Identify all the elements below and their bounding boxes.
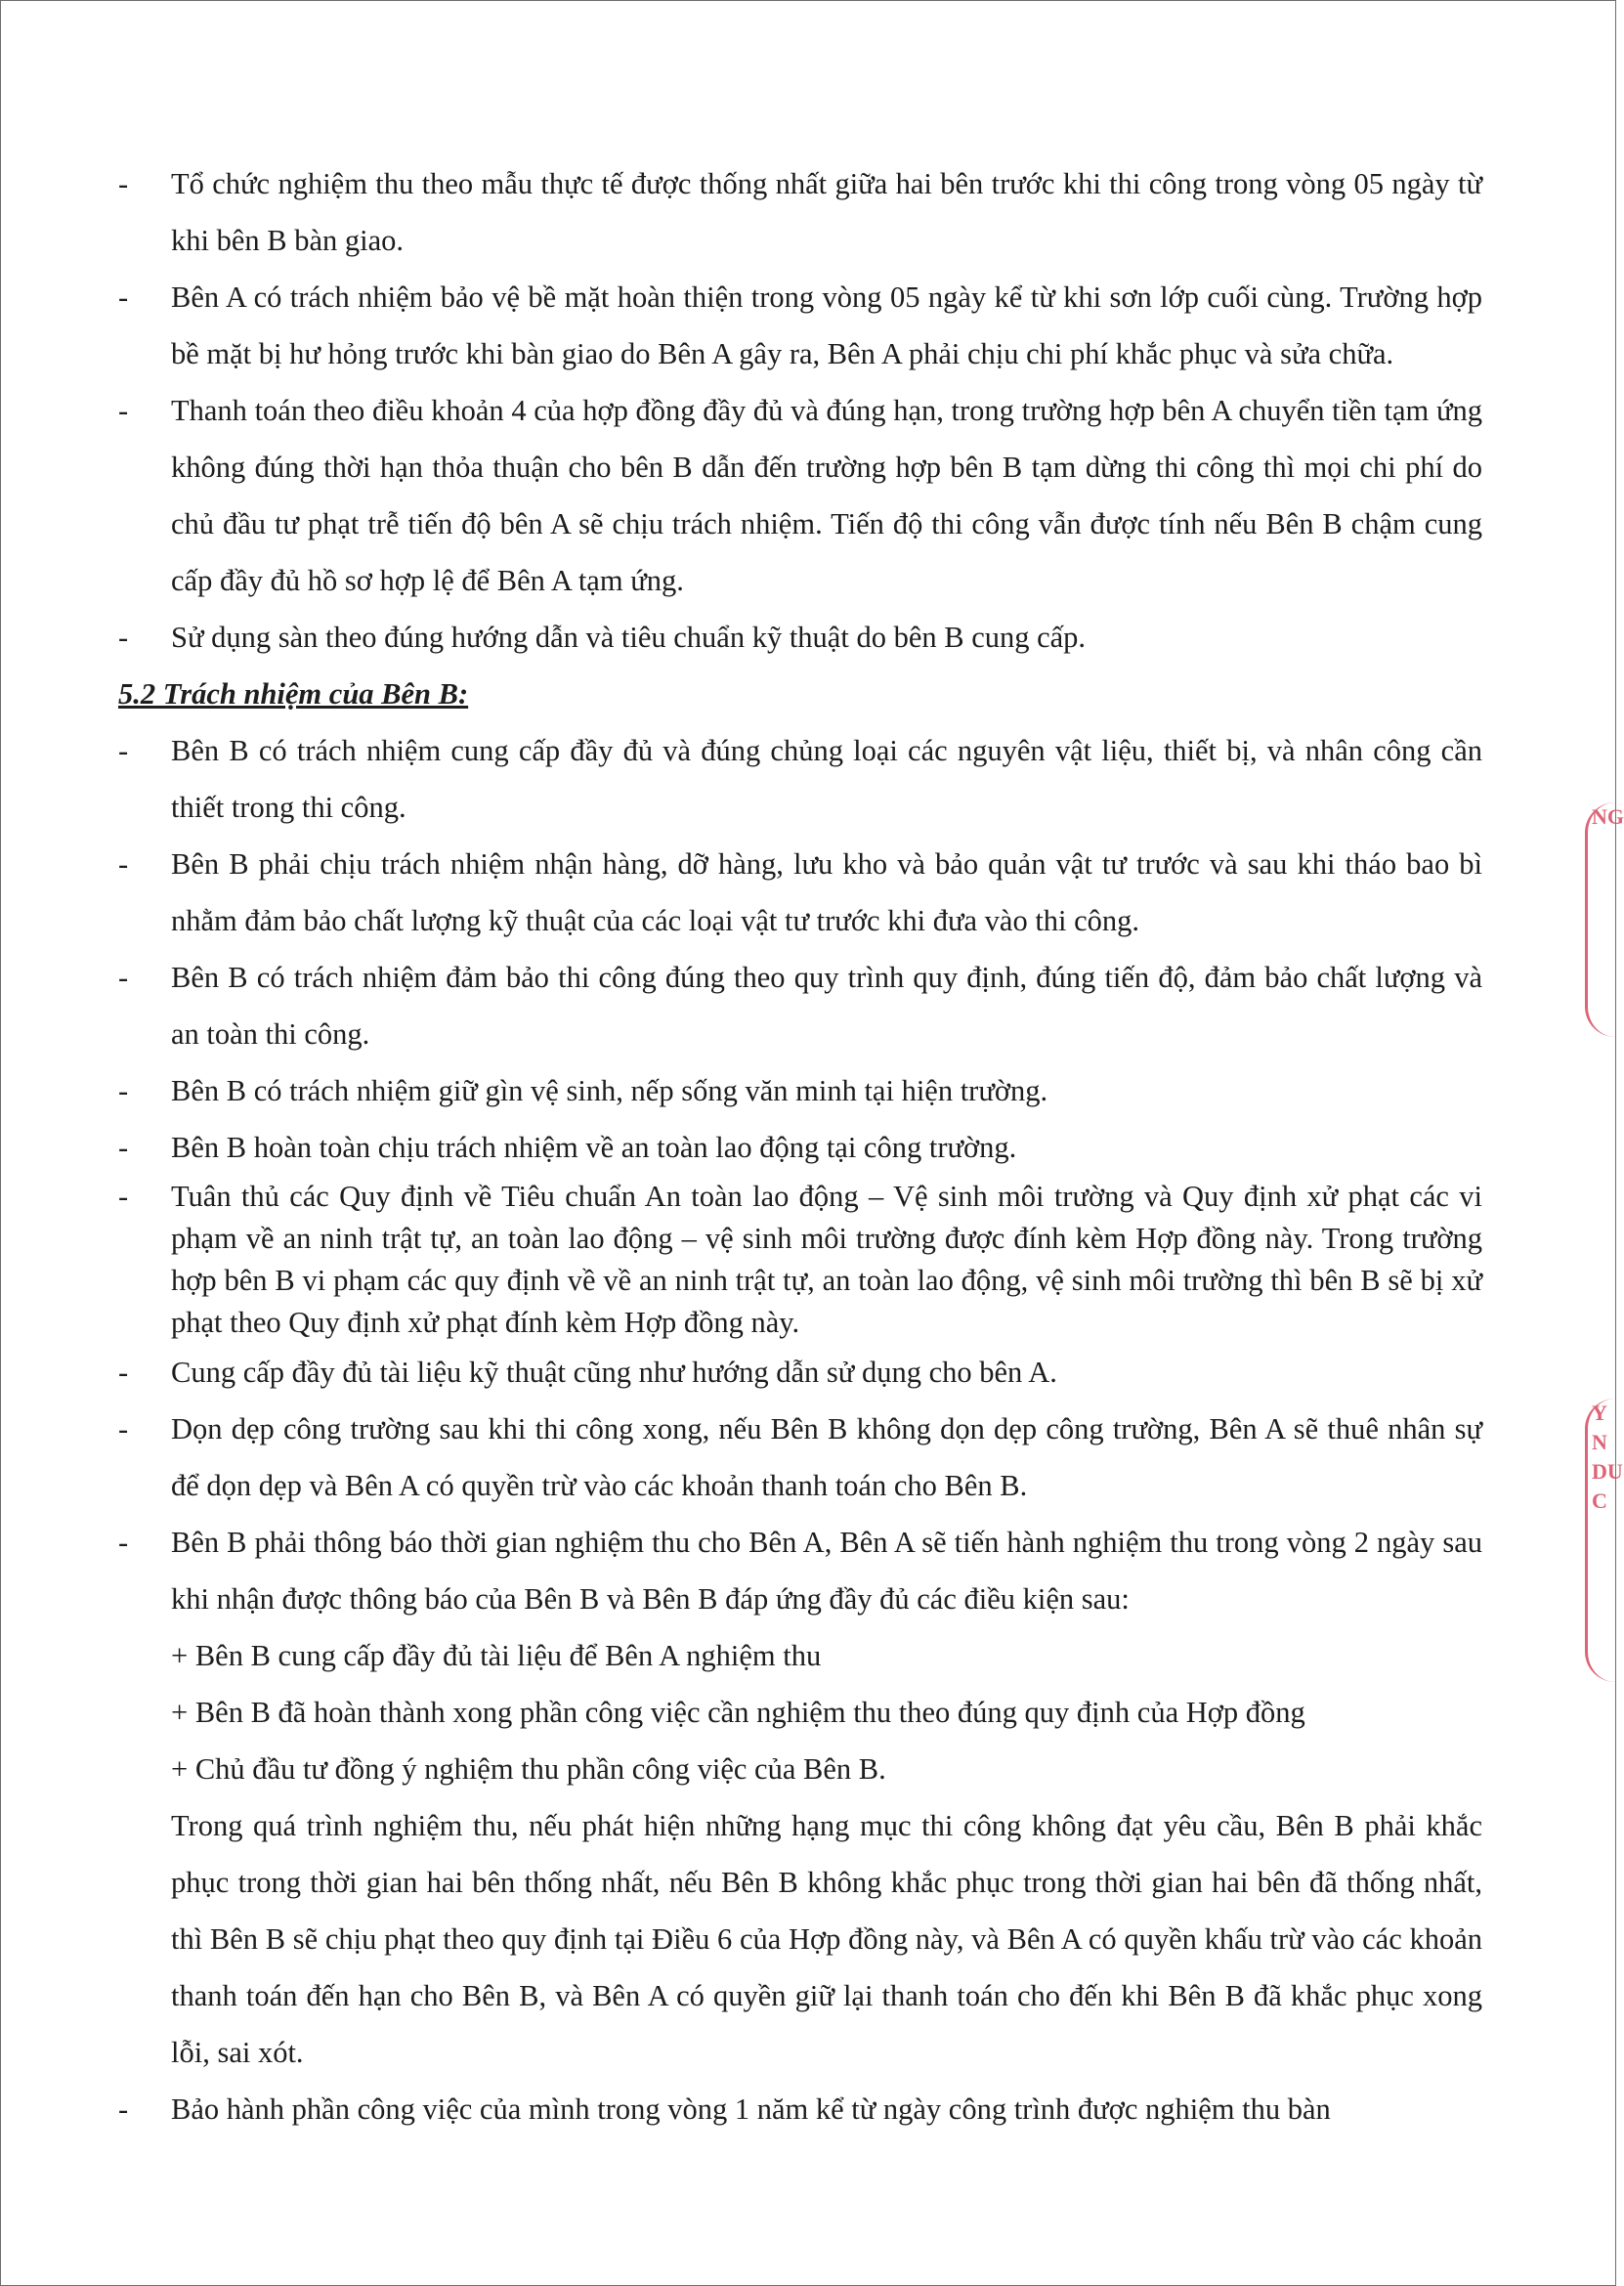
- list-item: [118, 1062, 1482, 1119]
- list-item-text: Bên B phải chịu trách nhiệm nhận hàng, dỡ hàng, lưu kho và bảo quản vật tư trước và sau khi tháo bao bì nhằm đảm bảo chất lượng kỹ thuật của các loại vật tư trước khi đưa vào thi công.: [171, 847, 1482, 937]
- page-content: [118, 155, 1482, 2137]
- stamp-text: NG: [1592, 804, 1624, 829]
- list-item-text: Dọn dẹp công trường sau khi thi công xong, nếu Bên B không dọn dẹp công trường, Bên A sẽ thuê nhân sự để dọn dẹp và Bên A có quyền trừ vào các khoản thanh toán cho Bên B.: [171, 1412, 1482, 1502]
- list-item-text: Bên B hoàn toàn chịu trách nhiệm về an toàn lao động tại công trường.: [171, 1131, 1017, 1164]
- bullet-dash: -: [118, 2092, 129, 2126]
- bullet-dash: -: [118, 1131, 129, 1164]
- list-item: [118, 155, 1482, 269]
- bullet-dash: -: [118, 1412, 129, 1445]
- section-heading: 5.2 Trách nhiệm của Bên B:: [118, 677, 469, 711]
- bullet-dash: -: [118, 734, 129, 767]
- list-item-text: Thanh toán theo điều khoản 4 của hợp đồng đầy đủ và đúng hạn, trong trường hợp bên A chuyển tiền tạm ứng không đúng thời hạn thỏa thuận cho bên B dẫn đến trường hợp bên B tạm dừng thi công thì mọi chi phí do chủ đầu tư phạt trễ tiến độ bên A sẽ chịu trách nhiệm. Tiến độ thi công vẫn được tính nếu Bên B chậm cung cấp đầy đủ hồ sơ hợp lệ để Bên A tạm ứng.: [171, 394, 1482, 597]
- list-item-text: Bên A có trách nhiệm bảo vệ bề mặt hoàn thiện trong vòng 05 ngày kể từ khi sơn lớp cuối cùng. Trường hợp bề mặt bị hư hỏng trước khi bàn giao do Bên A gây ra, Bên A phải chịu chi phí khắc phục và sửa chữa.: [171, 280, 1482, 370]
- list-item-text: Bên B có trách nhiệm giữ gìn vệ sinh, nếp sống văn minh tại hiện trường.: [171, 1074, 1048, 1107]
- list-item: [118, 269, 1482, 382]
- bullet-dash: -: [118, 394, 129, 427]
- red-stamp-fragment: [1585, 802, 1624, 1037]
- stamp-text: Y: [1592, 1401, 1607, 1425]
- acceptance-paragraph: Trong quá trình nghiệm thu, nếu phát hiện những hạng mục thi công không đạt yêu cầu, Bên B phải khắc phục trong thời gian hai bên thống nhất, nếu Bên B không khắc phục trong thời gian hai bên đã thống nhất, thì Bên B sẽ chịu phạt theo quy định tại Điều 6 của Hợp đồng này, và Bên A có quyền khấu trừ vào các khoản thanh toán đến hạn cho Bên B, và Bên A có quyền giữ lại thanh toán cho đến khi Bên B đã khắc phục xong lỗi, sai xót.: [171, 1809, 1482, 2069]
- bullet-dash: -: [118, 621, 129, 654]
- list-item-text: Cung cấp đầy đủ tài liệu kỹ thuật cũng như hướng dẫn sử dụng cho bên A.: [171, 1356, 1057, 1389]
- list-item-text: Bảo hành phần công việc của mình trong vòng 1 năm kể từ ngày công trình được nghiệm thu bàn: [171, 2092, 1331, 2126]
- condition-line: + Bên B cung cấp đầy đủ tài liệu để Bên A nghiệm thu: [171, 1639, 822, 1672]
- list-item: [118, 2081, 1482, 2137]
- stamp-text: N: [1592, 1430, 1607, 1454]
- list-item: [118, 1176, 1482, 1344]
- list-item-text: Tổ chức nghiệm thu theo mẫu thực tế được thống nhất giữa hai bên trước khi thi công trong vòng 05 ngày từ khi bên B bàn giao.: [171, 167, 1482, 257]
- stamp-text: C: [1592, 1488, 1607, 1513]
- stamp-text: DU: [1592, 1459, 1623, 1484]
- bullet-dash: -: [118, 1356, 129, 1389]
- bullet-dash: -: [118, 280, 129, 314]
- list-item-text: Tuân thủ các Quy định về Tiêu chuẩn An toàn lao động – Vệ sinh môi trường và Quy định xử phạt các vi phạm về an ninh trật tự, an toàn lao động – vệ sinh môi trường được đính kèm Hợp đồng này. Trong trường hợp bên B vi phạm các quy định về về an ninh trật tự, an toàn lao động, vệ sinh môi trường thì bên B sẽ bị xử phạt theo Quy định xử phạt đính kèm Hợp đồng này.: [171, 1180, 1482, 1339]
- red-stamp-fragment: [1585, 1399, 1623, 1682]
- list-item: [118, 1514, 1482, 1627]
- bullet-dash: -: [118, 1526, 129, 1559]
- bullet-dash: -: [118, 1074, 129, 1107]
- bullet-dash: -: [118, 847, 129, 881]
- list-item: [118, 722, 1482, 836]
- list-item: [118, 609, 1482, 666]
- list-item: [118, 836, 1482, 949]
- bullet-dash: -: [118, 167, 129, 200]
- list-item-text: Bên B phải thông báo thời gian nghiệm thu cho Bên A, Bên A sẽ tiến hành nghiệm thu trong vòng 2 ngày sau khi nhận được thông báo của Bên B và Bên B đáp ứng đầy đủ các điều kiện sau:: [171, 1526, 1482, 1616]
- condition-line: + Chủ đầu tư đồng ý nghiệm thu phần công việc của Bên B.: [171, 1752, 886, 1786]
- list-item: [118, 1344, 1482, 1401]
- bullet-dash: -: [118, 961, 129, 994]
- list-item: [118, 1119, 1482, 1176]
- list-item: [118, 382, 1482, 609]
- list-item-text: Bên B có trách nhiệm cung cấp đầy đủ và đúng chủng loại các nguyên vật liệu, thiết bị, và nhân công cần thiết trong thi công.: [171, 734, 1482, 824]
- bullet-dash: -: [118, 1180, 129, 1213]
- condition-line: + Bên B đã hoàn thành xong phần công việc cần nghiệm thu theo đúng quy định của Hợp đồng: [171, 1696, 1305, 1729]
- list-item-text: Sử dụng sàn theo đúng hướng dẫn và tiêu chuẩn kỹ thuật do bên B cung cấp.: [171, 621, 1087, 654]
- list-item: [118, 1401, 1482, 1514]
- list-item-text: Bên B có trách nhiệm đảm bảo thi công đúng theo quy trình quy định, đúng tiến độ, đảm bảo chất lượng và an toàn thi công.: [171, 961, 1482, 1051]
- list-item: [118, 949, 1482, 1062]
